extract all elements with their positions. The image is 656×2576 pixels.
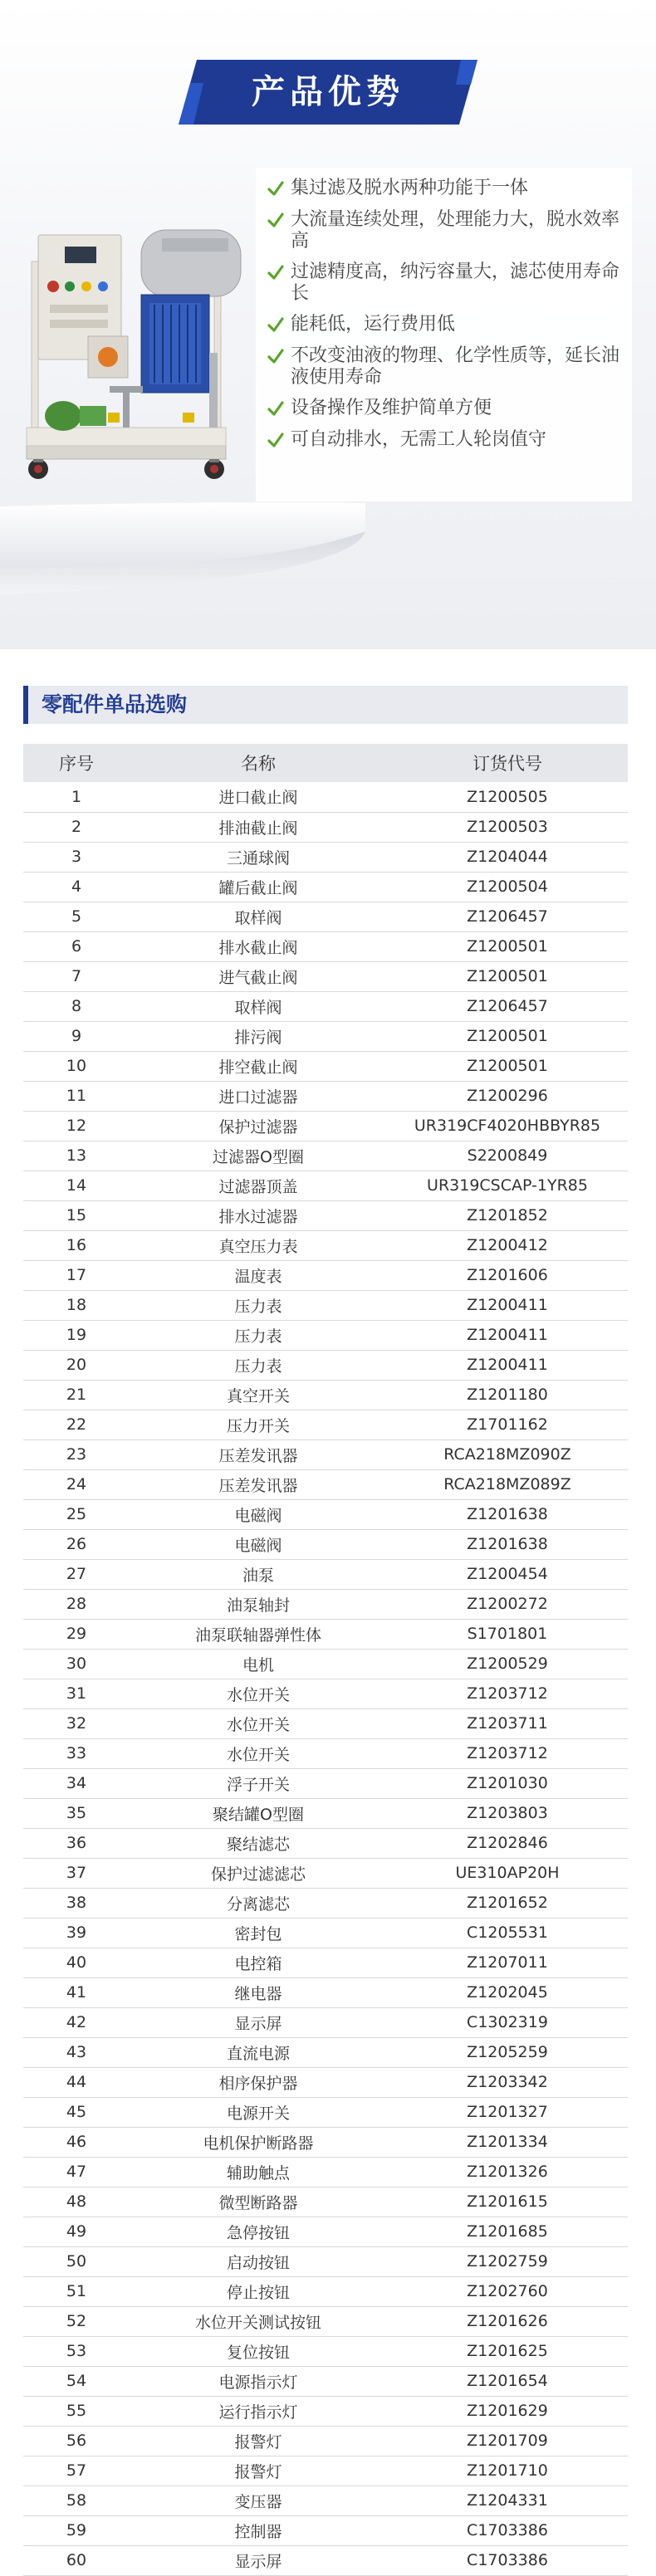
cell-code: Z1200272 (387, 1589, 628, 1619)
feature-item (267, 178, 620, 200)
cell-name: 真空开关 (130, 1380, 387, 1410)
cell-code: Z1203342 (387, 2067, 628, 2097)
table-row (23, 782, 628, 812)
cell-name: 水位开关 (130, 1738, 387, 1768)
cell-code: UR319CSCAP-1YR85 (387, 1171, 628, 1200)
hero-section (0, 0, 656, 649)
cell-seq: 39 (23, 1918, 130, 1948)
table-row (23, 1888, 628, 1918)
cell-code: Z1201652 (387, 1888, 628, 1918)
header-code: 订货代号 (387, 744, 628, 782)
cell-name: 过滤器O型圈 (130, 1141, 387, 1171)
checkmark-icon (267, 180, 291, 200)
cell-code: Z1206457 (387, 991, 628, 1021)
cell-code: Z1201685 (387, 2217, 628, 2246)
cell-seq: 15 (23, 1200, 130, 1230)
cell-name: 显示屏 (130, 2545, 387, 2575)
cell-name: 电源指示灯 (130, 2366, 387, 2396)
cell-name: 取样阀 (130, 902, 387, 931)
cell-seq: 40 (23, 1948, 130, 1977)
cell-code: S1701801 (387, 1619, 628, 1649)
cell-code: Z1201629 (387, 2396, 628, 2426)
table-row (23, 1200, 628, 1230)
cell-name: 排油截止阀 (130, 812, 387, 842)
table-row (23, 2157, 628, 2187)
table-row (23, 1021, 628, 1051)
table-row (23, 991, 628, 1021)
cell-name: 水位开关 (130, 1679, 387, 1708)
cell-seq: 2 (23, 812, 130, 842)
parts-section-title: 零配件单品选购 (42, 692, 188, 716)
cell-name: 电控箱 (130, 1948, 387, 1977)
cell-seq: 50 (23, 2246, 130, 2276)
feature-text: 过滤精度高，纳污容量大，滤芯使用寿命长 (291, 262, 620, 304)
table-row (23, 2067, 628, 2097)
cell-seq: 5 (23, 902, 130, 931)
cell-name: 油泵轴封 (130, 1589, 387, 1619)
cell-name: 油泵 (130, 1559, 387, 1589)
table-row (23, 1350, 628, 1380)
feature-text: 可自动排水，无需工人轮岗值守 (291, 429, 547, 450)
cell-seq: 14 (23, 1171, 130, 1200)
cell-seq: 25 (23, 1499, 130, 1529)
cell-code: Z1201638 (387, 1529, 628, 1559)
cell-code: UR319CF4020HBBYR85 (387, 1111, 628, 1141)
cell-name: 罐后截止阀 (130, 872, 387, 902)
table-row (23, 2396, 628, 2426)
cell-code: Z1200501 (387, 1051, 628, 1081)
cell-name: 保护过滤滤芯 (130, 1858, 387, 1888)
cell-seq: 51 (23, 2276, 130, 2306)
cell-seq: 21 (23, 1380, 130, 1410)
cell-name: 启动按钮 (130, 2246, 387, 2276)
cell-name: 聚结滤芯 (130, 1828, 387, 1858)
cell-name: 复位按钮 (130, 2336, 387, 2366)
table-row (23, 1111, 628, 1141)
cell-seq: 44 (23, 2067, 130, 2097)
cell-seq: 35 (23, 1798, 130, 1828)
cell-code: Z1201625 (387, 2336, 628, 2366)
pedestal-graphic (0, 498, 656, 649)
table-row (23, 1619, 628, 1649)
table-row (23, 2426, 628, 2456)
cell-name: 压力表 (130, 1290, 387, 1320)
feature-list (256, 168, 632, 501)
cell-code: Z1201615 (387, 2187, 628, 2217)
table-row (23, 2456, 628, 2486)
cell-seq: 18 (23, 1290, 130, 1320)
cell-name: 压差发讯器 (130, 1469, 387, 1499)
cell-code: Z1201626 (387, 2306, 628, 2336)
table-row (23, 1828, 628, 1858)
oil-filtration-machine-image (17, 228, 257, 519)
cell-seq: 16 (23, 1230, 130, 1260)
feature-item (267, 398, 620, 420)
cell-seq: 52 (23, 2306, 130, 2336)
cell-seq: 33 (23, 1738, 130, 1768)
header-name: 名称 (130, 744, 387, 782)
cell-name: 继电器 (130, 1977, 387, 2007)
cell-code: Z1200454 (387, 1559, 628, 1589)
checkmark-icon (267, 316, 291, 336)
table-row (23, 1051, 628, 1081)
cell-code: Z1204044 (387, 842, 628, 872)
cell-seq: 42 (23, 2007, 130, 2037)
cell-seq: 45 (23, 2097, 130, 2127)
table-row (23, 1679, 628, 1708)
cell-code: Z1201326 (387, 2157, 628, 2187)
cell-seq: 12 (23, 1111, 130, 1141)
parts-section-header (23, 686, 628, 724)
header-seq: 序号 (23, 744, 130, 782)
table-row (23, 1918, 628, 1948)
cell-seq: 48 (23, 2187, 130, 2217)
cell-name: 油泵联轴器弹性体 (130, 1619, 387, 1649)
cell-seq: 27 (23, 1559, 130, 1589)
cell-seq: 6 (23, 931, 130, 961)
table-row (23, 1171, 628, 1200)
cell-name: 过滤器顶盖 (130, 1171, 387, 1200)
cell-code: Z1201654 (387, 2366, 628, 2396)
table-row (23, 2097, 628, 2127)
checkmark-icon (267, 400, 291, 420)
cell-code: Z1200296 (387, 1081, 628, 1111)
cell-code: Z1200503 (387, 812, 628, 842)
cell-code: RCA218MZ090Z (387, 1440, 628, 1469)
cell-seq: 43 (23, 2037, 130, 2067)
cell-code: Z1206457 (387, 902, 628, 931)
cell-code: Z1203711 (387, 1708, 628, 1738)
cell-code: Z1200411 (387, 1320, 628, 1350)
cell-code: UE310AP20H (387, 1858, 628, 1888)
cell-name: 排污阀 (130, 1021, 387, 1051)
cell-seq: 7 (23, 961, 130, 991)
feature-text: 不改变油液的物理、化学性质等，延长油液使用寿命 (291, 345, 620, 388)
cell-name: 浮子开关 (130, 1768, 387, 1798)
cell-code: Z1203712 (387, 1679, 628, 1708)
table-row (23, 2127, 628, 2157)
cell-seq: 23 (23, 1440, 130, 1469)
cell-name: 保护过滤器 (130, 1111, 387, 1141)
cell-seq: 60 (23, 2545, 130, 2575)
cell-code: Z1201180 (387, 1380, 628, 1410)
parts-table-header-row (23, 744, 628, 782)
cell-name: 压力开关 (130, 1410, 387, 1440)
feature-item (267, 429, 620, 452)
cell-seq: 10 (23, 1051, 130, 1081)
cell-seq: 13 (23, 1141, 130, 1171)
cell-name: 运行指示灯 (130, 2396, 387, 2426)
table-row (23, 961, 628, 991)
title-banner (179, 60, 477, 125)
cell-code: Z1200411 (387, 1350, 628, 1380)
cell-code: Z1200411 (387, 1290, 628, 1320)
cell-seq: 54 (23, 2366, 130, 2396)
cell-name: 电磁阀 (130, 1499, 387, 1529)
table-row (23, 872, 628, 902)
table-row (23, 842, 628, 872)
cell-name: 排水过滤器 (130, 1200, 387, 1230)
cell-code: Z1201710 (387, 2456, 628, 2486)
cell-name: 真空压力表 (130, 1230, 387, 1260)
cell-seq: 56 (23, 2426, 130, 2456)
table-row (23, 1589, 628, 1619)
cell-seq: 20 (23, 1350, 130, 1380)
table-row (23, 2306, 628, 2336)
cell-code: Z1201638 (387, 1499, 628, 1529)
cell-seq: 22 (23, 1410, 130, 1440)
cell-name: 密封包 (130, 1918, 387, 1948)
cell-code: C1205531 (387, 1918, 628, 1948)
cell-seq: 37 (23, 1858, 130, 1888)
cell-code: Z1202045 (387, 1977, 628, 2007)
table-row (23, 1738, 628, 1768)
table-row (23, 1499, 628, 1529)
table-row (23, 1380, 628, 1410)
table-row (23, 2515, 628, 2545)
table-row (23, 1649, 628, 1679)
feature-item (267, 209, 620, 252)
cell-seq: 59 (23, 2515, 130, 2545)
table-row (23, 1290, 628, 1320)
cell-code: Z1203803 (387, 1798, 628, 1828)
cell-seq: 34 (23, 1768, 130, 1798)
table-row (23, 2366, 628, 2396)
table-row (23, 1948, 628, 1977)
feature-text: 大流量连续处理，处理能力大，脱水效率高 (291, 209, 620, 252)
cell-name: 显示屏 (130, 2007, 387, 2037)
cell-code: Z1201709 (387, 2426, 628, 2456)
feature-item (267, 345, 620, 389)
checkmark-icon (267, 348, 291, 368)
cell-code: Z1200501 (387, 961, 628, 991)
table-row (23, 1559, 628, 1589)
cell-seq: 11 (23, 1081, 130, 1111)
table-row (23, 2246, 628, 2276)
table-row (23, 902, 628, 931)
cell-seq: 32 (23, 1708, 130, 1738)
cell-name: 压差发讯器 (130, 1440, 387, 1469)
table-row (23, 1469, 628, 1499)
table-row (23, 1858, 628, 1888)
table-row (23, 1230, 628, 1260)
cell-code: Z1200501 (387, 1021, 628, 1051)
cell-seq: 53 (23, 2336, 130, 2366)
cell-code: Z1202760 (387, 2276, 628, 2306)
cell-name: 相序保护器 (130, 2067, 387, 2097)
cell-code: Z1203712 (387, 1738, 628, 1768)
cell-seq: 28 (23, 1589, 130, 1619)
cell-seq: 29 (23, 1619, 130, 1649)
cell-name: 电磁阀 (130, 1529, 387, 1559)
cell-seq: 57 (23, 2456, 130, 2486)
cell-name: 电机保护断路器 (130, 2127, 387, 2157)
parts-table (23, 744, 628, 2576)
cell-seq: 4 (23, 872, 130, 902)
cell-seq: 1 (23, 782, 130, 812)
cell-code: Z1201852 (387, 1200, 628, 1230)
cell-code: Z1200504 (387, 872, 628, 902)
cell-name: 进气截止阀 (130, 961, 387, 991)
cell-seq: 17 (23, 1260, 130, 1290)
checkmark-icon (267, 212, 291, 232)
table-row (23, 2007, 628, 2037)
cell-name: 水位开关 (130, 1708, 387, 1738)
cell-name: 温度表 (130, 1260, 387, 1290)
page-title: 产品优势 (252, 73, 404, 111)
cell-name: 电源开关 (130, 2097, 387, 2127)
cell-name: 排空截止阀 (130, 1051, 387, 1081)
table-row (23, 1260, 628, 1290)
cell-code: C1703386 (387, 2515, 628, 2545)
cell-name: 电机 (130, 1649, 387, 1679)
table-row (23, 2217, 628, 2246)
table-row (23, 1320, 628, 1350)
cell-seq: 19 (23, 1320, 130, 1350)
cell-name: 控制器 (130, 2515, 387, 2545)
cell-code: Z1201327 (387, 2097, 628, 2127)
cell-seq: 24 (23, 1469, 130, 1499)
table-row (23, 2037, 628, 2067)
table-row (23, 1081, 628, 1111)
cell-name: 压力表 (130, 1350, 387, 1380)
cell-seq: 41 (23, 1977, 130, 2007)
cell-name: 急停按钮 (130, 2217, 387, 2246)
table-row (23, 1410, 628, 1440)
cell-name: 聚结罐O型圈 (130, 1798, 387, 1828)
table-row (23, 2486, 628, 2515)
cell-seq: 31 (23, 1679, 130, 1708)
cell-name: 停止按钮 (130, 2276, 387, 2306)
cell-name: 分离滤芯 (130, 1888, 387, 1918)
cell-code: S2200849 (387, 1141, 628, 1171)
checkmark-icon (267, 264, 291, 284)
checkmark-icon (267, 432, 291, 452)
table-row (23, 2545, 628, 2575)
cell-code: RCA218MZ089Z (387, 1469, 628, 1499)
cell-seq: 26 (23, 1529, 130, 1559)
cell-seq: 55 (23, 2396, 130, 2426)
table-row (23, 1440, 628, 1469)
cell-name: 变压器 (130, 2486, 387, 2515)
cell-seq: 30 (23, 1649, 130, 1679)
cell-code: C1302319 (387, 2007, 628, 2037)
cell-seq: 58 (23, 2486, 130, 2515)
cell-seq: 49 (23, 2217, 130, 2246)
table-row (23, 1798, 628, 1828)
table-row (23, 1529, 628, 1559)
cell-code: Z1200505 (387, 782, 628, 812)
cell-seq: 36 (23, 1828, 130, 1858)
cell-name: 取样阀 (130, 991, 387, 1021)
table-row (23, 2187, 628, 2217)
cell-code: Z1201606 (387, 1260, 628, 1290)
cell-name: 水位开关测试按钮 (130, 2306, 387, 2336)
cell-name: 进口过滤器 (130, 1081, 387, 1111)
cell-seq: 46 (23, 2127, 130, 2157)
feature-text: 设备操作及维护简单方便 (291, 398, 492, 418)
table-row (23, 812, 628, 842)
cell-name: 报警灯 (130, 2426, 387, 2456)
table-row (23, 931, 628, 961)
cell-code: Z1701162 (387, 1410, 628, 1440)
cell-code: Z1200412 (387, 1230, 628, 1260)
cell-name: 压力表 (130, 1320, 387, 1350)
feature-text: 集过滤及脱水两种功能于一体 (291, 178, 529, 198)
table-row (23, 1141, 628, 1171)
cell-code: Z1207011 (387, 1948, 628, 1977)
table-row (23, 2336, 628, 2366)
cell-seq: 8 (23, 991, 130, 1021)
cell-name: 直流电源 (130, 2037, 387, 2067)
feature-item (267, 262, 620, 305)
cell-code: Z1200529 (387, 1649, 628, 1679)
cell-code: Z1204331 (387, 2486, 628, 2515)
cell-code: Z1200501 (387, 931, 628, 961)
cell-name: 报警灯 (130, 2456, 387, 2486)
cell-name: 排水截止阀 (130, 931, 387, 961)
cell-code: C1703386 (387, 2545, 628, 2575)
cell-seq: 47 (23, 2157, 130, 2187)
feature-text: 能耗低，运行费用低 (291, 314, 456, 335)
cell-seq: 3 (23, 842, 130, 872)
cell-seq: 9 (23, 1021, 130, 1051)
feature-item (267, 314, 620, 336)
table-row (23, 1768, 628, 1798)
table-row (23, 1977, 628, 2007)
cell-name: 三通球阀 (130, 842, 387, 872)
cell-code: Z1202759 (387, 2246, 628, 2276)
cell-code: Z1202846 (387, 1828, 628, 1858)
cell-code: Z1201334 (387, 2127, 628, 2157)
cell-code: Z1201030 (387, 1768, 628, 1798)
cell-seq: 38 (23, 1888, 130, 1918)
cell-name: 微型断路器 (130, 2187, 387, 2217)
cell-name: 辅助触点 (130, 2157, 387, 2187)
table-row (23, 2276, 628, 2306)
cell-code: Z1205259 (387, 2037, 628, 2067)
cell-name: 进口截止阀 (130, 782, 387, 812)
table-row (23, 1708, 628, 1738)
